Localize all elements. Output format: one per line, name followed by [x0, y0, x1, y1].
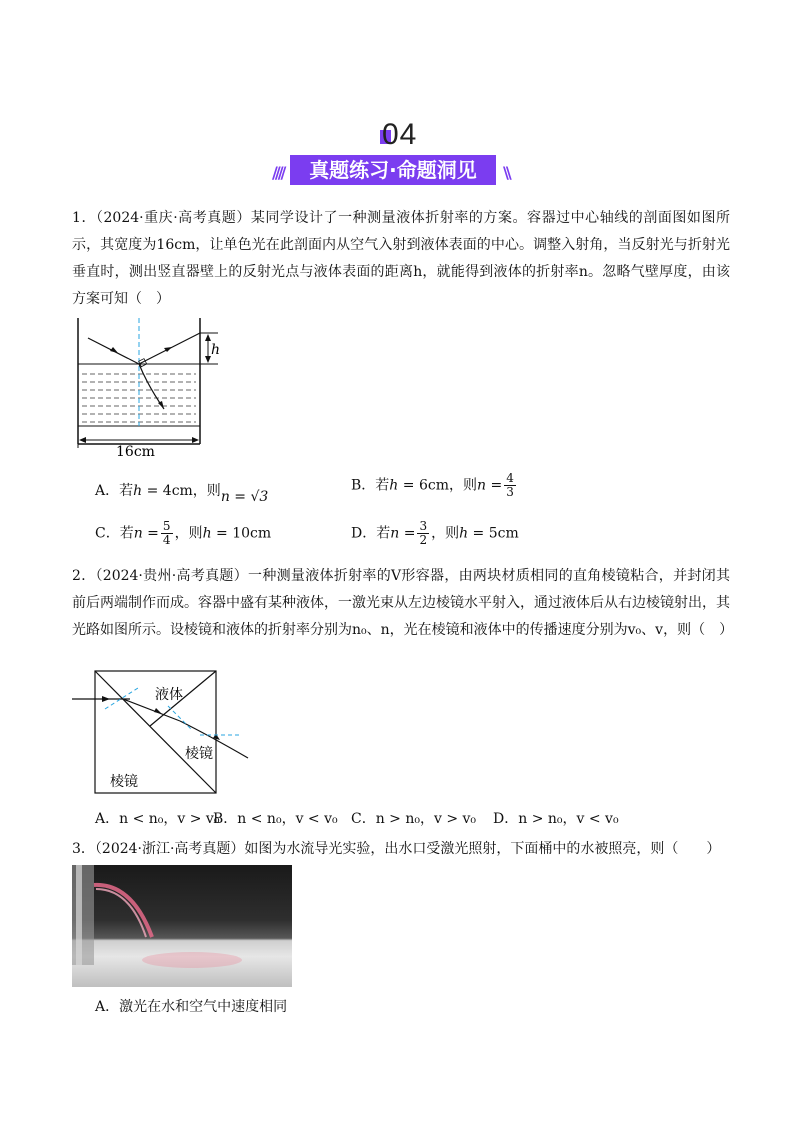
banner-left-slashes: ////: [272, 163, 284, 182]
q2-option-c[interactable]: C．n > n₀，v > v₀: [351, 811, 477, 827]
water-light-guide-photo: [72, 865, 292, 987]
q3-option-a[interactable]: A．激光在水和空气中速度相同: [95, 999, 288, 1015]
prism-right-label: 棱镜: [185, 746, 213, 762]
q1-option-a[interactable]: A．若h = 4cm，则n = √3: [95, 483, 269, 505]
question-1-text: 1．（2024·重庆·高考真题）某同学设计了一种测量液体折射率的方案。容器过中心轴线的剖面图如图所示，其宽度为16cm，让单色光在此剖面内从空气入射到液体表面的中心。调整入射角，当反射光与折射光垂直时，测出竖直器壁上的反射光点与液体表面的距离h，就能得到液体的折射率n。忽略气壁厚度，由该方案可知（ ）: [72, 210, 730, 307]
question-2-text: 2．（2024·贵州·高考真题）一种测量液体折射率的V形容器，由两块材质相同的直角棱镜粘合，并封闭其前后两端制作而成。容器中盛有某种液体，一激光束从左边棱镜水平射入，通过液体后从右边棱镜射出，其光路如图所示。设棱镜和液体的折射率分别为n₀、n，光在棱镜和液体中的传播速度分别为v₀、v，则（ ）: [72, 568, 734, 638]
q2-option-a[interactable]: A．n < n₀，v > v₀: [95, 811, 220, 827]
q2-option-b[interactable]: B．n < n₀，v < v₀: [213, 811, 338, 827]
question-1-figure: [68, 316, 228, 458]
q1-option-d[interactable]: D．若n = $\frac{3}{2}$ ，则h = 5cm: [351, 519, 519, 547]
liquid-label: 液体: [155, 687, 183, 703]
section-number: 04: [382, 118, 418, 151]
h-label: h: [211, 342, 221, 358]
q1-option-b[interactable]: B．若h = 6cm，则n = $\frac{4}{3}$: [351, 471, 514, 499]
section-title-banner: 真题练习·命题洞见: [290, 155, 496, 185]
prism-left-label: 棱镜: [110, 774, 138, 790]
banner-right-slashes: \\: [503, 163, 509, 182]
question-2-figure: [70, 666, 250, 796]
q2-option-d[interactable]: D．n > n₀，v < v₀: [493, 811, 619, 827]
q1-option-c[interactable]: C．若n = $\frac{5}{4}$ ，则h = 10cm: [95, 519, 272, 547]
width-label: 16cm: [116, 444, 155, 458]
question-3-text: 3．（2024·浙江·高考真题）如图为水流导光实验，出水口受激光照射，下面桶中的水被照亮，则（ ）: [72, 841, 721, 857]
